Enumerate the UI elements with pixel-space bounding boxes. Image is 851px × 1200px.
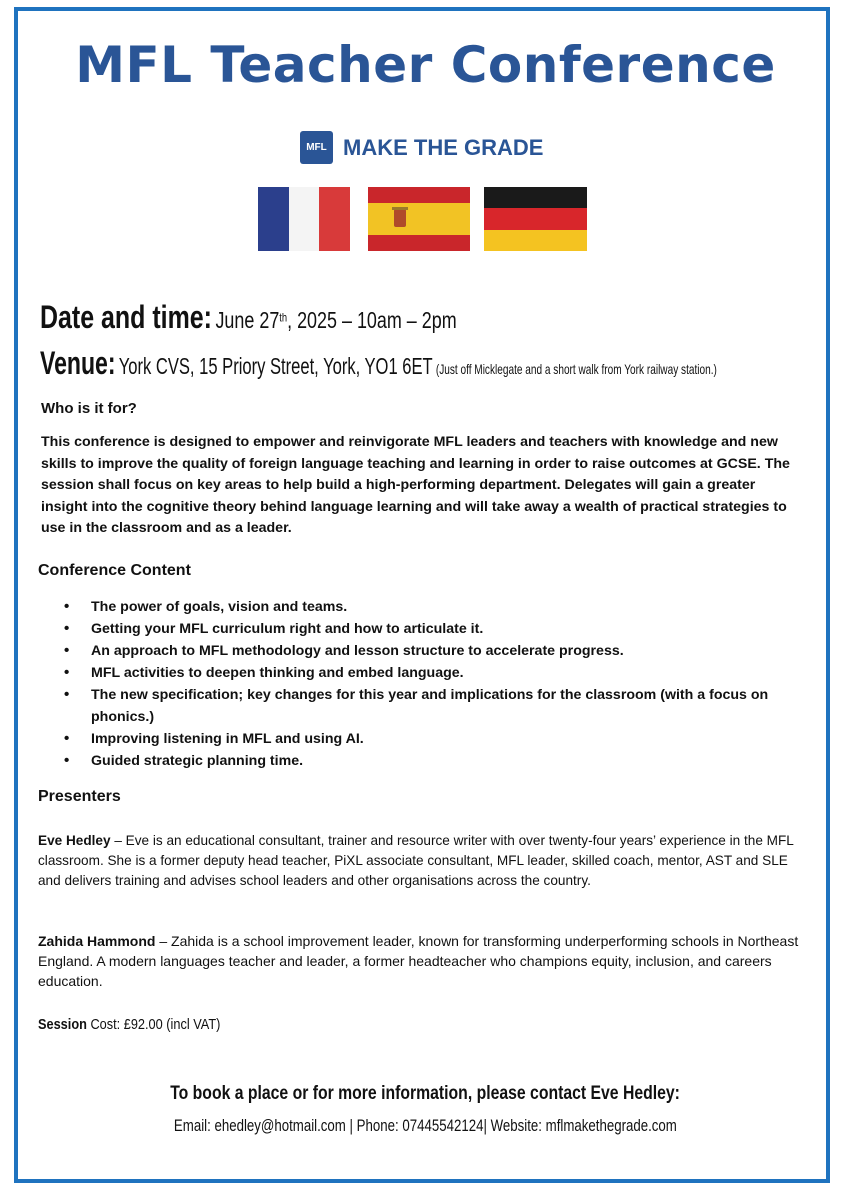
contact-line [174,1116,677,1136]
conference-title: MFL Teacher Conference [75,36,776,94]
spanish-flag-icon [368,187,470,251]
cost-value: Cost: £92.00 (incl VAT) [86,1016,221,1033]
list-item: • Improving listening in MFL and using AI. [64,728,784,750]
presenter-bio: – Eve is an educational consultant, trainer and resource writer with over twenty-four years’ experience in the MFL classroom. She is a former deputy head teacher, PiXL associate consultant, MFL leader, skilled coach, mentor, AST and SLE and delivers training and advises school leaders and other organisations across the country. [38,833,794,888]
who-paragraph: This conference is designed to empower and reinvigorate MFL leaders and teachers with knowledge and new skills to improve the quality of foreign language teaching and learning in order to raise outcomes at GCSE. The session shall focus on key areas to help build a high-performing department. Delegates will gain a greater insight into the cognitive theory behind language learning and will take away a wealth of practical strategies to use in the classroom and as a leader. [41,434,790,536]
venue-note: (Just off Micklegate and a short walk from York railway station.) [435,361,717,377]
presenter-name: Zahida Hammond [38,933,156,949]
venue-label: Venue: [40,345,116,381]
presenter-eve-hedley [38,831,808,891]
date-suffix: th [279,310,288,325]
phone-link[interactable]: 07445542124 [402,1116,484,1135]
content-list [64,596,784,772]
list-item: • The power of goals, vision and teams. [64,596,784,618]
email-label: Email: [174,1116,215,1135]
venue-line [40,345,717,382]
list-item: • Guided strategic planning time. [64,750,784,772]
date-rest: , 2025 – 10am – 2pm [287,307,457,333]
presenters-heading: Presenters [38,788,121,805]
list-item: • Getting your MFL curriculum right and how to articulate it. [64,618,784,640]
phone-label: | Phone: [345,1116,403,1135]
logo-text: MAKE THE GRADE [343,134,544,160]
who-heading: Who is it for? [41,400,137,417]
website-link[interactable]: mflmakethegrade.com [545,1116,677,1135]
list-item: • An approach to MFL methodology and lesson structure to accelerate progress. [64,640,784,662]
date-time-line [40,299,457,336]
website-label: | Website: [483,1116,546,1135]
logo-badge: MFL [300,131,333,164]
french-flag-icon [258,187,350,251]
content-heading: Conference Content [38,562,191,579]
list-item: • The new specification; key changes for this year and implications for the classroom (with a focus on phonics.) [64,684,784,728]
list-item: • MFL activities to deepen thinking and embed language. [64,662,784,684]
contact-heading [0,1083,851,1105]
contact-details [0,1116,851,1136]
cost-label: Session [38,1016,87,1033]
presenter-bio: – Zahida is a school improvement leader, known for transforming underperforming schools in Northeast England. A modern languages teacher and leader, a former headteacher who champions equity, inclusion, and careers education. [38,933,799,989]
date-day: June 27 [215,307,280,333]
session-cost [38,1016,220,1033]
german-flag-icon [484,187,587,251]
page-border [14,7,830,1183]
presenter-zahida-hammond [38,931,808,991]
email-link[interactable]: ehedley@hotmail.com [214,1116,346,1135]
contact-heading-text: To book a place or for more information, please contact Eve Hedley: [170,1083,681,1104]
presenter-name: Eve Hedley [38,833,111,848]
date-label: Date and time: [40,299,212,335]
venue-address: York CVS, 15 Priory Street, York, YO1 6ET [118,353,433,379]
make-the-grade-logo [300,131,543,164]
